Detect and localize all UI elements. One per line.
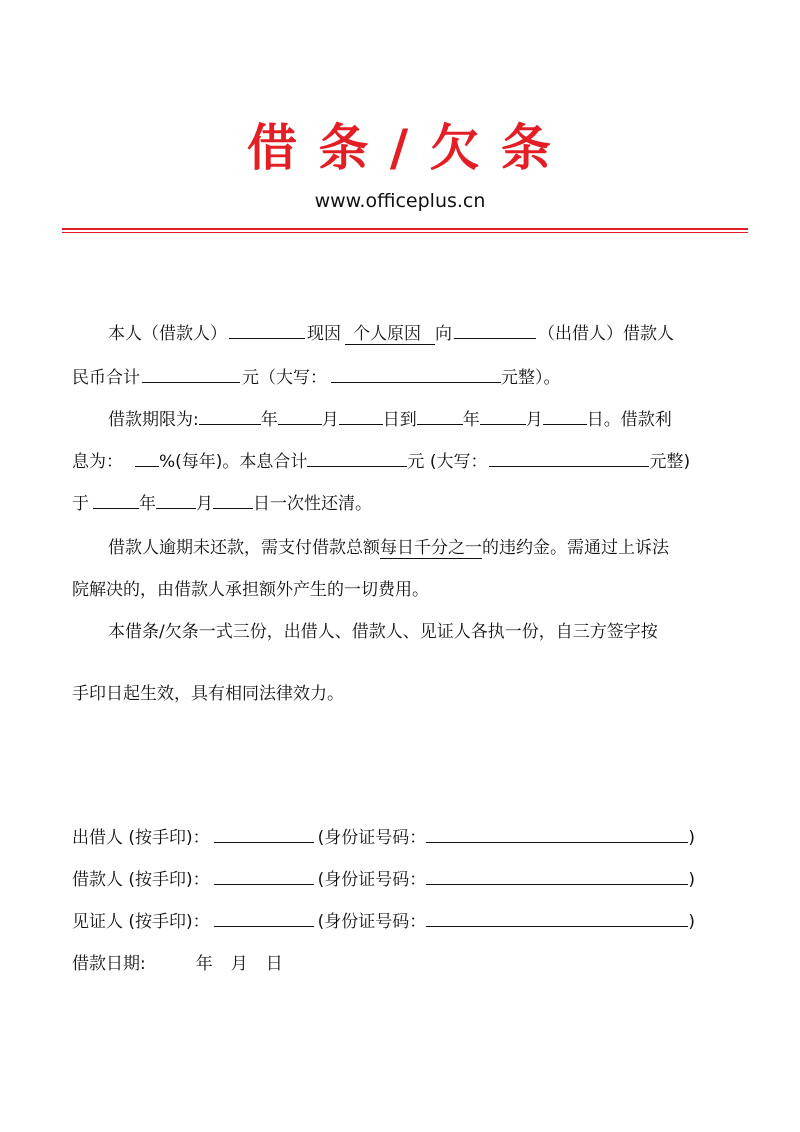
penalty-label: 借款人逾期未还款，需支付借款总额: [108, 538, 380, 558]
term-label: 借款期限为:: [108, 410, 199, 430]
repay-month-blank[interactable]: [156, 508, 196, 509]
id-label: (身份证号码：: [317, 870, 427, 890]
loan-date: [72, 952, 283, 976]
month-label: 月: [230, 954, 248, 974]
clause-line-7: 院解决的，由借款人承担额外产生的一切费用。: [72, 580, 429, 600]
amount-blank[interactable]: [142, 382, 240, 383]
loan-date-label: 借款日期:: [72, 954, 146, 974]
clause-line-2: [72, 366, 561, 390]
start-year-blank[interactable]: [199, 424, 261, 425]
close-paren: ): [688, 912, 695, 932]
clause-line-3: [72, 408, 672, 432]
header-rule-thick: [62, 228, 748, 230]
year-label: 年: [462, 410, 480, 430]
amount-uppercase-label: 元（大写：: [242, 368, 327, 388]
amount-end-label: 元整）。: [501, 368, 561, 388]
end-month-blank[interactable]: [480, 424, 526, 425]
total-uppercase-blank[interactable]: [489, 466, 649, 467]
borrower-id-blank[interactable]: [426, 884, 688, 885]
signature-role: 出借人 (按手印)：: [72, 828, 210, 848]
repay-label: 于: [72, 494, 89, 514]
lender-signature-blank[interactable]: [214, 842, 314, 843]
witness-signature-blank[interactable]: [214, 926, 314, 927]
month-label: 月: [321, 410, 339, 430]
lender-id-blank[interactable]: [426, 842, 688, 843]
clause-line-1: [72, 322, 674, 346]
total-label: %(每年)。本息合计: [159, 452, 308, 472]
clause-line-5: [72, 492, 372, 516]
end-day-blank[interactable]: [543, 424, 587, 425]
lender-label: （出借人）借款人: [538, 324, 674, 344]
clause-line-8: [72, 620, 658, 644]
signature-witness: [72, 910, 695, 934]
borrower-label: 本人（借款人）: [108, 324, 227, 344]
signature-role: 见证人 (按手印)：: [72, 912, 210, 932]
start-month-blank[interactable]: [278, 424, 322, 425]
total-amount-blank[interactable]: [307, 466, 407, 467]
header-rule-thin: [62, 232, 748, 233]
clause-line-6: [72, 536, 669, 560]
day-label: 日: [265, 954, 283, 974]
day-to-label: 日到: [382, 410, 417, 430]
borrower-signature-blank[interactable]: [214, 884, 314, 885]
repay-day-blank[interactable]: [213, 508, 253, 509]
penalty-end-label: 的违约金。需通过上诉法: [482, 538, 669, 558]
id-label: (身份证号码：: [317, 828, 427, 848]
lender-name-blank[interactable]: [454, 338, 536, 339]
signature-lender: [72, 826, 695, 850]
clause-line-4: [72, 450, 690, 474]
signature-role: 借款人 (按手印)：: [72, 870, 210, 890]
website-url: www.officeplus.cn: [314, 190, 486, 212]
total-end-label: 元整): [649, 452, 691, 472]
loan-reason[interactable]: 个人原因: [345, 324, 435, 345]
close-paren: ): [688, 828, 695, 848]
total-uppercase-label: 元 (大写：: [407, 452, 488, 472]
id-label: (身份证号码：: [317, 912, 427, 932]
month-label: 月: [525, 410, 543, 430]
borrower-name-blank[interactable]: [229, 338, 305, 339]
interest-rate-label: 息为：: [72, 452, 123, 472]
end-year-blank[interactable]: [417, 424, 463, 425]
interest-label: 日。借款利: [586, 410, 672, 430]
start-day-blank[interactable]: [339, 424, 383, 425]
amount-label: 民币合计: [72, 368, 140, 388]
witness-id-blank[interactable]: [426, 926, 688, 927]
signature-borrower: [72, 868, 695, 892]
repay-year-blank[interactable]: [93, 508, 139, 509]
month-label: 月: [196, 494, 213, 514]
reason-label: 现因: [307, 324, 341, 344]
year-label: 年: [195, 954, 213, 974]
repay-day-label: 日一次性还清。: [253, 494, 372, 514]
validity-label: 本借条/欠条一式三份，出借人、借款人、见证人各执一份，自三方签字按: [108, 622, 658, 642]
to-label: 向: [435, 324, 452, 344]
penalty-rate[interactable]: 每日千分之一: [380, 538, 482, 558]
close-paren: ): [688, 870, 695, 890]
interest-rate-blank[interactable]: [135, 466, 159, 467]
amount-uppercase-blank[interactable]: [331, 382, 501, 383]
document-title: 借 条 / 欠 条: [247, 119, 553, 177]
year-label: 年: [139, 494, 156, 514]
clause-line-9: 手印日起生效，具有相同法律效力。: [72, 684, 344, 704]
year-label: 年: [260, 410, 278, 430]
